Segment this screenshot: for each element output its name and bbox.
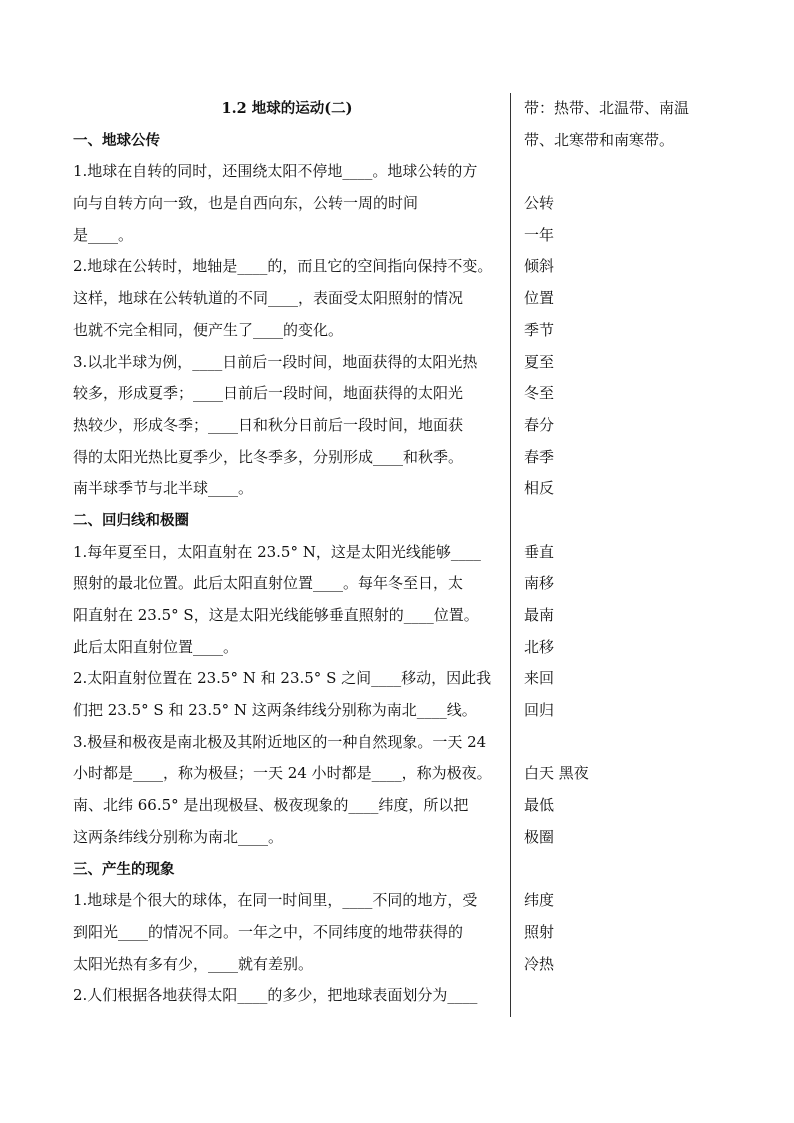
- text-line: 们把 23.5° S 和 23.5° N 这两条纬线分别称为南北____线。: [73, 701, 477, 720]
- answer-line: 南移: [524, 574, 555, 593]
- answer-line: 最低: [524, 796, 555, 815]
- text-line: 南半球季节与北半球____。: [73, 479, 254, 498]
- answer-line: 纬度: [524, 891, 555, 910]
- text-line: 2.人们根据各地获得太阳____的多少，把地球表面划分为____: [73, 986, 478, 1005]
- answer-line: 北移: [524, 637, 555, 656]
- text-line: 太阳光热有多有少，____就有差别。: [73, 954, 314, 973]
- section-heading: 一、地球公传: [73, 131, 160, 149]
- text-line: 是____。: [73, 225, 134, 244]
- text-line: 向与自转方向一致，也是自西向东，公转一周的时间: [73, 194, 419, 213]
- text-line: 2.地球在公转时，地轴是____的，而且它的空间指向保持不变。: [73, 257, 493, 276]
- answer-line: 来回: [524, 669, 555, 688]
- text-line: 阳直射在 23.5° S，这是太阳光线能够垂直照射的____位置。: [73, 606, 479, 624]
- answer-line: [524, 854, 724, 886]
- text-line: 也就不完全相同，便产生了____的变化。: [73, 320, 344, 339]
- text-line: 这两条纬线分别称为南北____。: [73, 827, 284, 846]
- text-line: 照射的最北位置。此后太阳直射位置____。每年冬至日，太: [73, 574, 464, 593]
- answer-line: 冬至: [524, 384, 555, 403]
- text-line: 3.极昼和极夜是南北极及其附近地区的一种自然现象。一天 24: [73, 732, 487, 751]
- text-line: 南、北纬 66.5° 是出现极昼、极夜现象的____纬度，所以把: [73, 796, 469, 815]
- answer-line: [524, 727, 724, 759]
- page-title: 1.2 地球的运动(二): [221, 100, 353, 117]
- answer-line: 公转: [524, 194, 555, 213]
- answer-line: 垂直: [524, 542, 555, 561]
- answer-line: 极圈: [524, 827, 555, 846]
- section-heading: 三、产生的现象: [73, 860, 175, 878]
- answer-line: 春分: [524, 415, 555, 434]
- answer-line: 回归: [524, 701, 555, 720]
- text-line: 1.地球是个很大的球体，在同一时间里，____不同的地方，受: [73, 891, 478, 910]
- text-line: 1.地球在自转的同时，还围绕太阳不停地____。地球公转的方: [73, 162, 478, 181]
- text-line: 2.太阳直射位置在 23.5° N 和 23.5° S 之间____移动，因此我: [73, 669, 492, 688]
- answer-line: 带、北寒带和南寒带。: [524, 130, 675, 149]
- text-line: 较多，形成夏季；____日前后一段时间，地面获得的太阳光: [73, 384, 464, 403]
- answer-line: 相反: [524, 479, 555, 498]
- answer-line: [524, 156, 724, 188]
- text-line: 小时都是____，称为极昼；一天 24 小时都是____，称为极夜。: [73, 764, 492, 783]
- answer-line: 倾斜: [524, 257, 555, 276]
- text-line: 3.以北半球为例，____日前后一段时间，地面获得的太阳光热: [73, 352, 478, 371]
- answer-line: 冷热: [524, 954, 555, 973]
- answer-line: 一年: [524, 225, 555, 244]
- text-line: 此后太阳直射位置____。: [73, 637, 239, 656]
- column-divider: [510, 93, 511, 1017]
- question-column: [73, 93, 501, 1012]
- text-line: 到阳光____的情况不同。一年之中，不同纬度的地带获得的: [73, 922, 464, 941]
- answer-column: [524, 93, 724, 980]
- answer-line: 白天 黑夜: [524, 764, 589, 783]
- text-line: 热较少，形成冬季；____日和秋分日前后一段时间，地面获: [73, 415, 464, 434]
- answer-line: 位置: [524, 289, 555, 308]
- answer-line: 春季: [524, 447, 555, 466]
- text-line: 1.每年夏至日，太阳直射在 23.5° N，这是太阳光线能够____: [73, 542, 481, 561]
- answer-line: 夏至: [524, 352, 555, 371]
- text-line: 这样，地球在公转轨道的不同____，表面受太阳照射的情况: [73, 289, 464, 308]
- answer-line: 带：热带、北温带、南温: [524, 99, 690, 117]
- answer-line: 季节: [524, 320, 555, 339]
- answer-line: 照射: [524, 922, 555, 941]
- answer-line: 最南: [524, 606, 555, 624]
- text-line: 得的太阳光热比夏季少，比冬季多，分别形成____和秋季。: [73, 447, 464, 466]
- section-heading: 二、回归线和极圈: [73, 511, 189, 529]
- answer-line: [524, 505, 724, 537]
